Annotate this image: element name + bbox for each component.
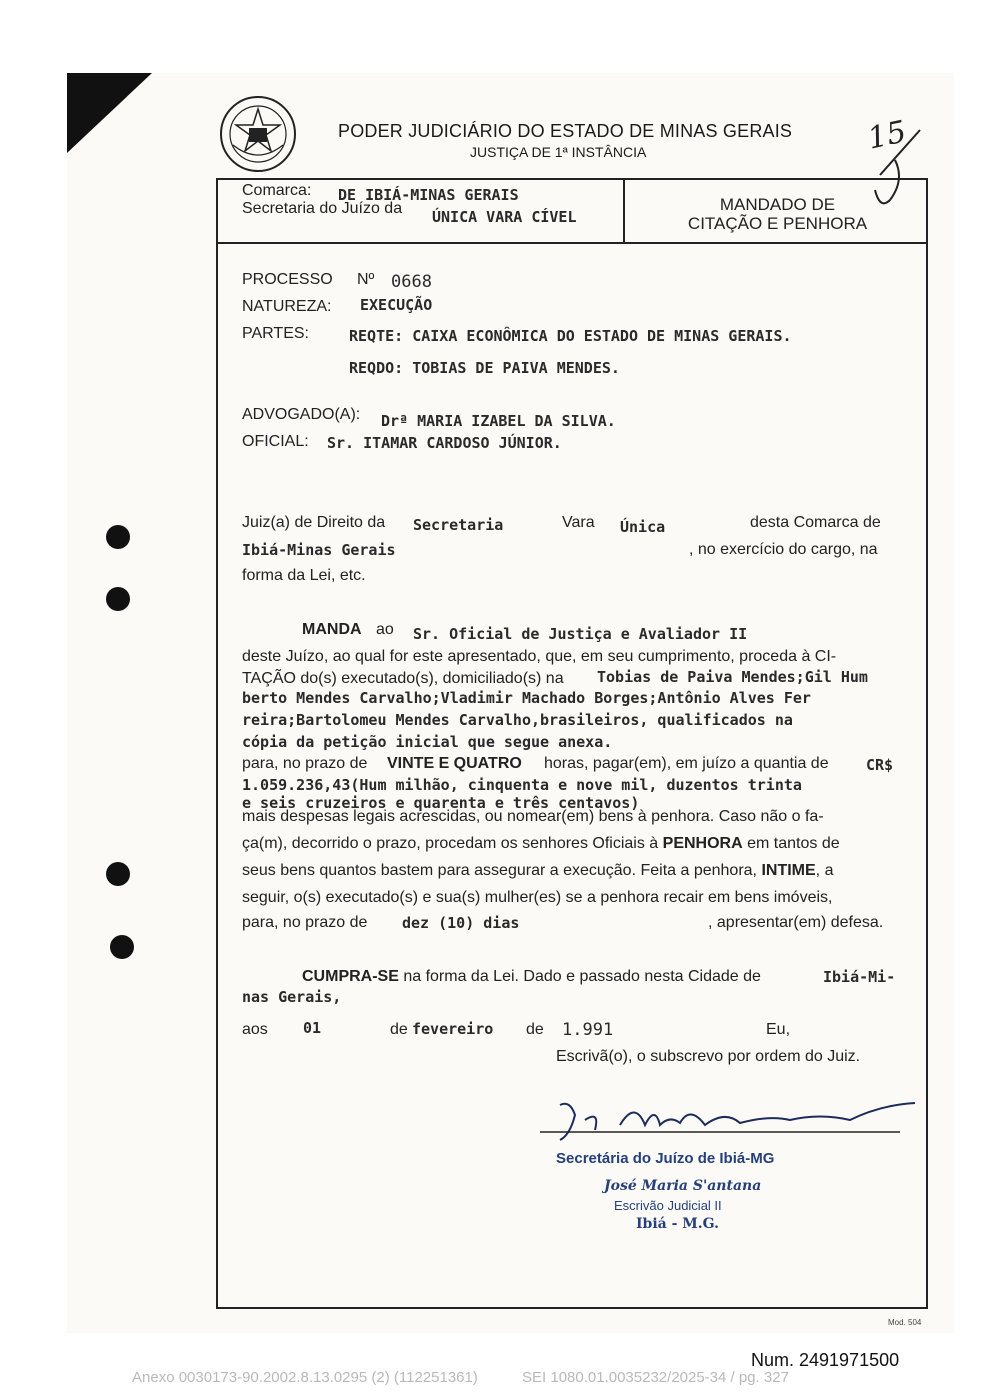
decorrido-text-a xyxy=(242,835,840,853)
natureza-value: EXECUÇÃO xyxy=(360,296,433,314)
prazo-text-a: para, no prazo de xyxy=(242,755,368,772)
stamp-line-1: Secretária do Juízo de Ibiá-MG xyxy=(556,1150,775,1167)
processo-label: PROCESSO xyxy=(242,271,333,288)
decorrido-a: ça(m), decorrido o prazo, procedam os senhores Oficiais à xyxy=(242,835,659,852)
oficial-value: Sr. ITAMAR CARDOSO JÚNIOR. xyxy=(327,434,562,452)
de-text-1: de xyxy=(390,1021,408,1038)
title-line-1: MANDADO DE xyxy=(719,195,836,214)
processo-value: 0668 xyxy=(391,272,432,292)
advogado-value: Drª MARIA IZABEL DA SILVA. xyxy=(381,412,616,430)
vara-label: Vara xyxy=(562,514,595,531)
de-text-2: de xyxy=(526,1021,544,1038)
deste-juizo-text: deste Juízo, ao qual for este apresentado, que, em seu cumprimento, proceda à CI- xyxy=(242,648,837,665)
partes-label: PARTES: xyxy=(242,325,309,342)
juiz-prefix: Juiz(a) de Direito da xyxy=(242,514,386,531)
divider xyxy=(623,178,625,244)
handwritten-folio: 15 xyxy=(864,114,910,157)
reqte-value: REQTE: CAIXA ECONÔMICA DO ESTADO DE MINAS GERAIS. xyxy=(349,327,792,345)
vara-value: Única xyxy=(620,518,666,536)
state-seal-icon xyxy=(219,95,297,173)
executados-line-1: Tobias de Paiva Mendes;Gil Hum xyxy=(597,668,868,686)
mes-value: fevereiro xyxy=(412,1020,494,1038)
cumpra-word: CUMPRA-SE xyxy=(302,968,399,985)
penhora-word: PENHORA xyxy=(662,835,743,852)
stamp-line-4: Ibiá - M.G. xyxy=(636,1216,719,1232)
forma-lei-text: forma da Lei, etc. xyxy=(242,567,366,584)
footer xyxy=(132,1369,829,1386)
punch-hole xyxy=(106,525,130,549)
punch-hole xyxy=(110,935,134,959)
eu-text: Eu, xyxy=(766,1021,791,1038)
escriva-text: Escrivã(o), o subscrevo por ordem do Juiz. xyxy=(556,1048,861,1065)
para-prazo-text: para, no prazo de xyxy=(242,914,368,931)
footer-right: SEI 1080.01.0035232/2025-34 / pg. 327 xyxy=(522,1369,789,1386)
currency-label: CR$ xyxy=(866,756,894,774)
juiz-secretaria: Secretaria xyxy=(413,516,504,534)
footer-left: Anexo 0030173-90.2002.8.13.0295 (2) (112251361) xyxy=(132,1369,478,1386)
executados-line-4: cópia da petição inicial que segue anexa. xyxy=(242,733,613,751)
ano-value: 1.991 xyxy=(562,1020,614,1040)
dias-value: dez (10) dias xyxy=(402,914,520,932)
decorrido-b: em tantos de xyxy=(747,835,840,852)
processo-no-label: Nº xyxy=(357,271,375,288)
oficial-label: OFICIAL: xyxy=(242,433,309,450)
valor-line-2: e seis cruzeiros e quarenta e três centavos) xyxy=(242,794,640,812)
secretaria-label: Secretaria do Juízo da xyxy=(242,200,403,217)
intime-word: INTIME xyxy=(761,862,816,879)
handwritten-signature xyxy=(540,1095,920,1155)
cidade2-b: nas Gerais, xyxy=(242,988,342,1006)
despesas-text: mais despesas legais acrescidas, ou nomear(em) bens à penhora. Caso não o fa- xyxy=(242,808,824,825)
oficial-destinatario: Sr. Oficial de Justiça e Avaliador II xyxy=(413,625,748,643)
exercicio-text: , no exercício do cargo, na xyxy=(689,541,878,558)
valor-line-1: 1.059.236,43(Hum milhão, cinquenta e nove mil, duzentos trinta xyxy=(242,776,802,794)
document-number: Num. 2491971500 xyxy=(751,1350,900,1370)
ao-text: ao xyxy=(376,621,394,638)
natureza-label: NATUREZA: xyxy=(242,298,332,315)
executados-line-2: berto Mendes Carvalho;Vladimir Machado Borges;Antônio Alves Fer xyxy=(242,689,811,707)
prazo-text-c: horas, pagar(em), em juízo a quantia de xyxy=(544,755,829,772)
advogado-label: ADVOGADO(A): xyxy=(242,406,361,423)
dia-value: 01 xyxy=(303,1019,322,1037)
stamp-line-2: José Maria S'antana xyxy=(604,1178,762,1194)
comarca-value: DE IBIÁ-MINAS GERAIS xyxy=(338,186,519,204)
header-title: PODER JUDICIÁRIO DO ESTADO DE MINAS GERAIS xyxy=(338,121,793,141)
tacao-text: TAÇÃO do(s) executado(s), domiciliado(s) na xyxy=(242,670,564,687)
seus-bens-b: , a xyxy=(815,862,834,879)
seus-bens-text xyxy=(242,862,833,880)
seguir-text: seguir, o(s) executado(s) e sua(s) mulher(es) se a penhora recair em bens imóveis, xyxy=(242,889,833,906)
torn-corner xyxy=(67,73,152,153)
aos-text: aos xyxy=(242,1021,268,1038)
manda-word: MANDA xyxy=(302,621,362,638)
header-subtitle: JUSTIÇA DE 1ª INSTÂNCIA xyxy=(470,144,647,160)
document-title xyxy=(640,195,915,233)
cidade2-a: Ibiá-Mi- xyxy=(823,968,896,986)
reqdo-value: REQDO: TOBIAS DE PAIVA MENDES. xyxy=(349,359,620,377)
defesa-text: , apresentar(em) defesa. xyxy=(708,914,884,931)
comarca-de: desta Comarca de xyxy=(750,514,881,531)
secretaria-value: ÚNICA VARA CÍVEL xyxy=(432,208,577,226)
cidade-value: Ibiá-Minas Gerais xyxy=(242,541,396,559)
punch-hole xyxy=(106,587,130,611)
form-code: Mod. 504 xyxy=(888,1318,922,1327)
punch-hole xyxy=(106,862,130,886)
prazo-horas: VINTE E QUATRO xyxy=(387,755,522,772)
comarca-label: Comarca: xyxy=(242,182,312,199)
stamp-line-3: Escrivão Judicial II xyxy=(614,1198,722,1213)
manda-label xyxy=(302,621,362,639)
seus-bens-a: seus bens quantos bastem para assegurar a execução. Feita a penhora, xyxy=(242,862,757,879)
title-line-2: CITAÇÃO E PENHORA xyxy=(687,214,868,233)
cumpra-line xyxy=(302,968,761,986)
executados-line-3: reira;Bartolomeu Mendes Carvalho,brasileiros, qualificados na xyxy=(242,711,793,729)
cumpra-rest: na forma da Lei. Dado e passado nesta Cidade de xyxy=(403,968,761,985)
